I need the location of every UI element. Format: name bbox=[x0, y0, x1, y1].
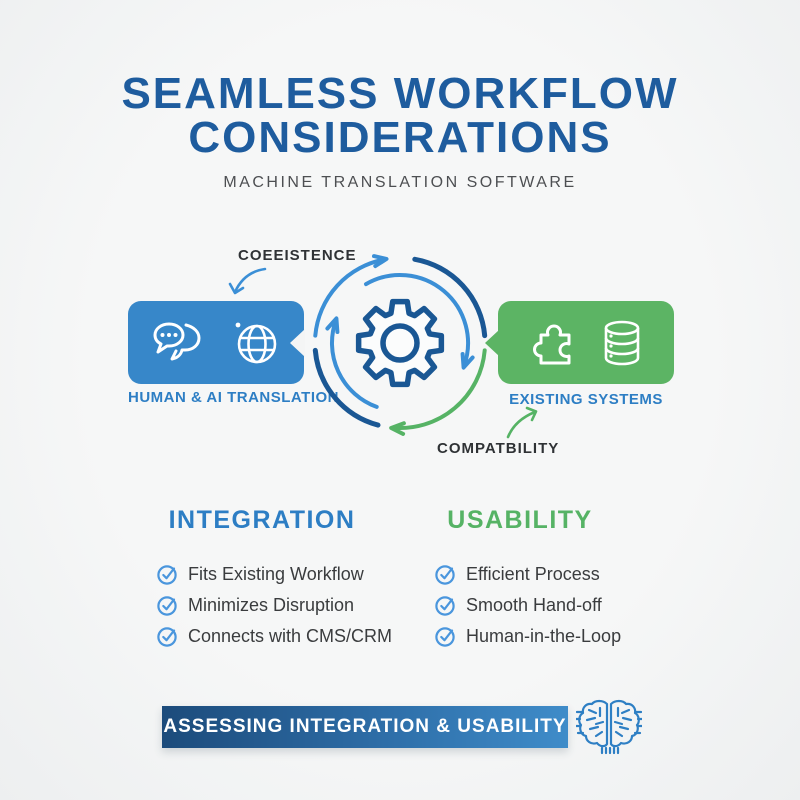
check-circle-icon bbox=[156, 625, 178, 647]
list-item-text: Efficient Process bbox=[466, 563, 600, 584]
list-item-text: Minimizes Disruption bbox=[188, 594, 355, 615]
puzzle-piece-icon bbox=[529, 319, 579, 367]
cycle-diagram bbox=[280, 223, 520, 463]
footer-banner bbox=[162, 706, 568, 748]
check-circle-icon bbox=[434, 563, 456, 585]
list-item bbox=[156, 563, 364, 585]
list-item bbox=[156, 625, 392, 647]
list-item-text: Smooth Hand-off bbox=[466, 594, 602, 615]
check-circle-icon bbox=[434, 594, 456, 616]
list-item-text: Fits Existing Workflow bbox=[188, 563, 364, 584]
coexistence-label: COEEISTENCE bbox=[238, 247, 357, 264]
existing-systems-label: EXISTING SYSTEMS bbox=[509, 391, 663, 408]
page-title-line1: SEAMLESS WORKFLOW bbox=[121, 69, 679, 118]
list-item bbox=[156, 594, 354, 616]
coexistence-arrow-icon bbox=[228, 266, 268, 300]
check-circle-icon bbox=[156, 594, 178, 616]
page-subtitle: MACHINE TRANSLATION SOFTWARE bbox=[223, 174, 577, 191]
compatibility-label: COMPATBILITY bbox=[437, 440, 560, 457]
list-item-text: Human-in-the-Loop bbox=[466, 625, 622, 646]
compatibility-arrow-icon bbox=[505, 406, 543, 440]
human-ai-translation-label: HUMAN & AI TRANSLATION bbox=[128, 389, 339, 406]
gear-icon bbox=[359, 302, 442, 385]
human-ai-translation-box bbox=[128, 301, 304, 384]
list-item-text: Connects with CMS/CRM bbox=[188, 625, 393, 646]
chat-bubbles-icon bbox=[152, 320, 210, 366]
page-title-line2: CONSIDERATIONS bbox=[188, 113, 612, 162]
globe-icon bbox=[232, 319, 280, 367]
list-item bbox=[434, 594, 602, 616]
brain-circuit-icon bbox=[576, 696, 642, 758]
usability-heading: USABILITY bbox=[447, 506, 593, 534]
database-icon bbox=[601, 319, 643, 367]
check-circle-icon bbox=[156, 563, 178, 585]
list-item bbox=[434, 625, 621, 647]
integration-heading: INTEGRATION bbox=[168, 506, 356, 534]
check-circle-icon bbox=[434, 625, 456, 647]
footer-banner-label: ASSESSING INTEGRATION & USABILITY bbox=[163, 716, 567, 737]
existing-systems-box bbox=[498, 301, 674, 384]
list-item bbox=[434, 563, 600, 585]
